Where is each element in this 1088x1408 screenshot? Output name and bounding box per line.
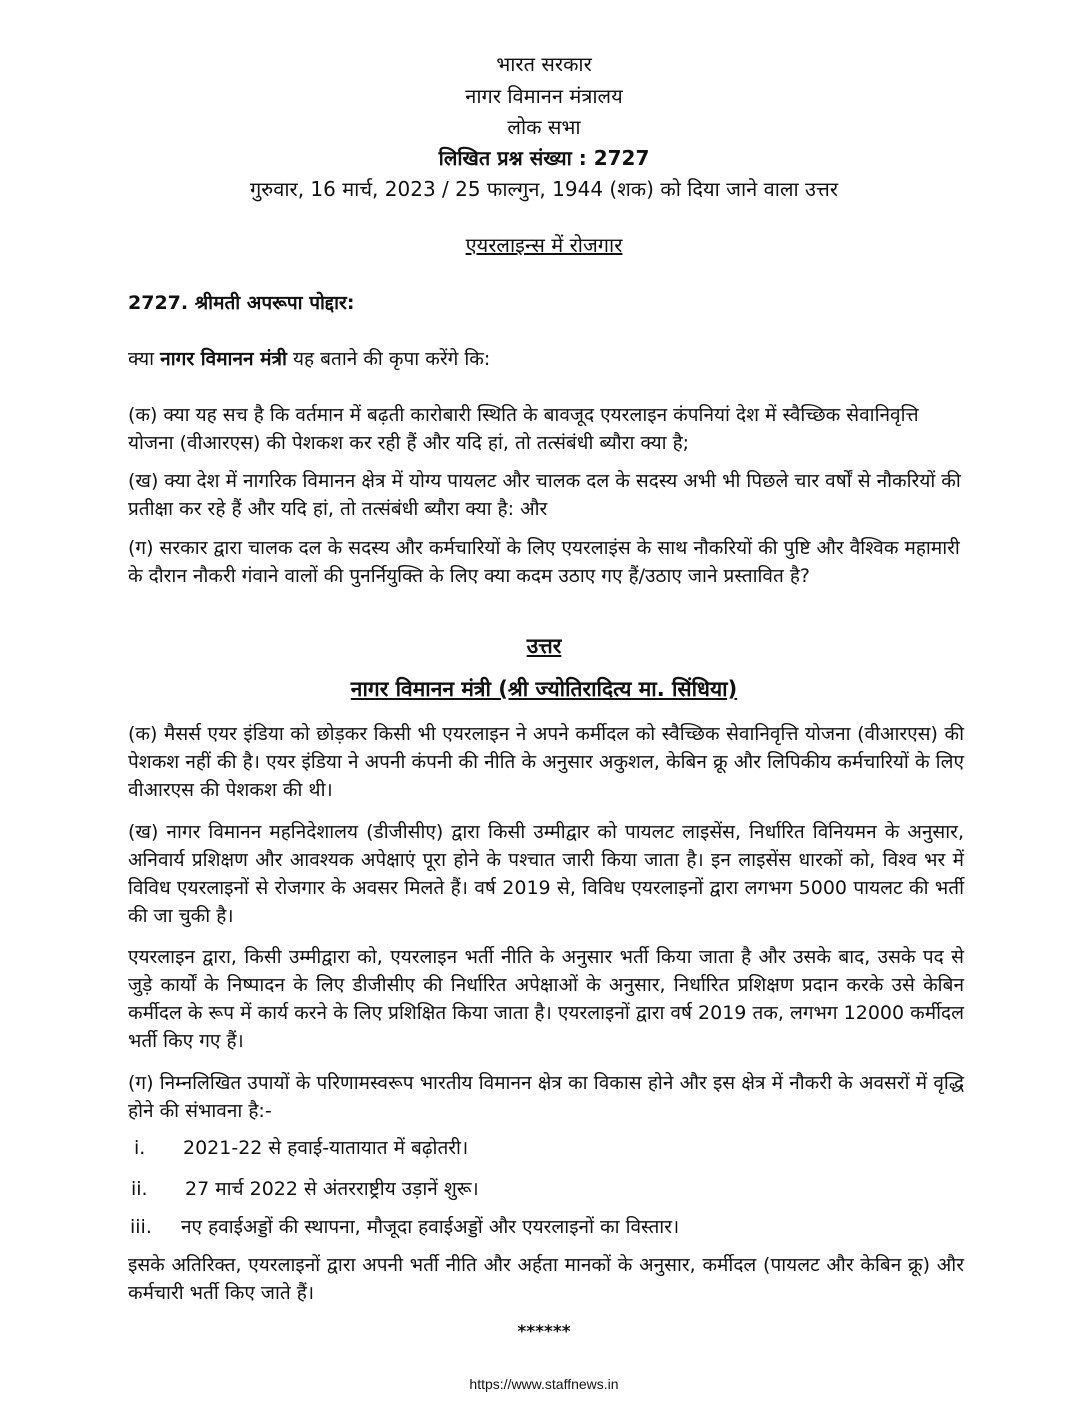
header-date: गुरुवार, 16 मार्च, 2023 / 25 फाल्गुन, 1944 (शक) को दिया जाने वाला उत्तर xyxy=(250,177,838,201)
question-intro xyxy=(128,345,964,373)
end-mark: ****** xyxy=(517,1322,571,1342)
question-intro-prefix: क्या xyxy=(128,348,161,370)
list-item-text: 2021-22 से हवाई-यातायात में बढ़ोतरी। xyxy=(183,1137,469,1159)
answer-kha: (ख) नागर विमानन महनिदेशालय (डीजीसीए) द्वारा किसी उम्मीद्वार को पायलट लाइसेंस, निर्धारित विनियमन के अनुसार, अनिवार्य प्रशिक्षण और आवश्यक अपेक्षाएं पूरा होने के पश्चात जारी किया जाता है। इन लाइसेंस धारकों को, विश्व भर में विविध एयरलाइनों से रोजगार के अवसर मिलते हैं। वर्ष 2019 से, विविध एयरलाइनों द्वारा लगभग 5000 पायलट की भर्ती की जा चुकी है। xyxy=(128,821,964,927)
minister-heading: नागर विमानन मंत्री (श्री ज्योतिरादित्य मा. सिंधिया) xyxy=(350,677,738,701)
list-item-number: i. xyxy=(134,1137,146,1159)
list-item-number: iii. xyxy=(130,1216,152,1238)
question-ga: (ग) सरकार द्वारा चालक दल के सदस्य और कर्मचारियों के लिए एयरलाइंस के साथ नौकरियों की पुष्टि और वैश्विक महामारी के दौरान नौकरी गंवाने वालों की पुनर्नियुक्ति के लिए क्या कदम उठाए गए हैं/उठाए जाने प्रस्तावित है? xyxy=(128,537,960,587)
list-item-text: नए हवाईअड्डों की स्थापना, मौजूदा हवाईअड्डों और एयरलाइनों का विस्तार। xyxy=(181,1216,680,1238)
footer-url: https://www.staffnews.in xyxy=(469,1376,619,1392)
header-question-number: लिखित प्रश्न संख्या : 2727 xyxy=(438,146,650,170)
question-ka: (क) क्या यह सच है कि वर्तमान में बढ़ती कारोबारी स्थिति के बावजूद एयरलाइन कंपनियां देश में स्वैच्छिक सेवानिवृत्ति योजना (वीआरएस) की पेशकश कर रही हैं और यदि हां, तो तत्संबंधी ब्यौरा क्या है; xyxy=(128,404,919,454)
document-title: एयरलाइन्स में रोजगार xyxy=(465,233,623,257)
question-intro-minister: नागर विमानन मंत्री xyxy=(160,348,287,370)
answer-closing: इसके अतिरिक्त, एयरलाइनों द्वारा अपनी भर्ती नीति और अर्हता मानकों के अनुसार, कर्मीदल (पायलट और केबिन क्रू) और कर्मचारी भर्ती किए जाते हैं। xyxy=(128,1254,964,1304)
answer-ga: (ग) निम्नलिखित उपायों के परिणामस्वरूप भारतीय विमानन क्षेत्र का विकास होने और इस क्षेत्र में नौकरी के अवसरों में वृद्धि होने की संभावना है:- xyxy=(128,1072,964,1122)
header-house: लोक सभा xyxy=(507,115,581,139)
list-item-text: 27 मार्च 2022 से अंतरराष्ट्रीय उड़ानें शुरू। xyxy=(185,1178,479,1200)
questioner-name: 2727. श्रीमती अपरूपा पोद्दार: xyxy=(128,292,355,314)
list-item-number: ii. xyxy=(131,1178,148,1200)
header-ministry: नागर विमानन मंत्रालय xyxy=(465,84,623,108)
answer-heading: उत्तर xyxy=(526,634,562,658)
question-intro-suffix: यह बताने की कृपा करेंगे कि: xyxy=(286,348,491,370)
answer-kha-continued: एयरलाइन द्वारा, किसी उम्मीद्वारा को, एयरलाइन भर्ती नीति के अनुसार भर्ती किया जाता है और उसके बाद, उसके पद से जुड़े कार्यों के निष्पादन के लिए डीजीसीए की निर्धारित अपेक्षाओं के अनुसार, निर्धारित प्रशिक्षण प्रदान करके उसे केबिन कर्मीदल के रूप में कार्य करने के लिए प्रशिक्षित किया जाता है। एयरलाइनों द्वारा वर्ष 2019 तक, लगभग 12000 कर्मीदल भर्ती किए गए हैं। xyxy=(128,946,964,1052)
answer-ka: (क) मैसर्स एयर इंडिया को छोड़कर किसी भी एयरलाइन ने अपने कर्मीदल को स्वैच्छिक सेवानिवृत्ति योजना (वीआरएस) की पेशकश नहीं की है। एयर इंडिया ने अपनी कंपनी की नीति के अनुसार अकुशल, केबिन क्रू और लिपिकीय कर्मचारियों के लिए वीआरएस की पेशकश की थी। xyxy=(128,723,964,801)
question-kha: (ख) क्या देश में नागरिक विमानन क्षेत्र में योग्य पायलट और चालक दल के सदस्य अभी भी पिछले चार वर्षों से नौकरियों की प्रतीक्षा कर रहे हैं और यदि हां, तो तत्संबंधी ब्यौरा क्या है: और xyxy=(128,470,961,520)
header-government: भारत सरकार xyxy=(496,52,592,76)
